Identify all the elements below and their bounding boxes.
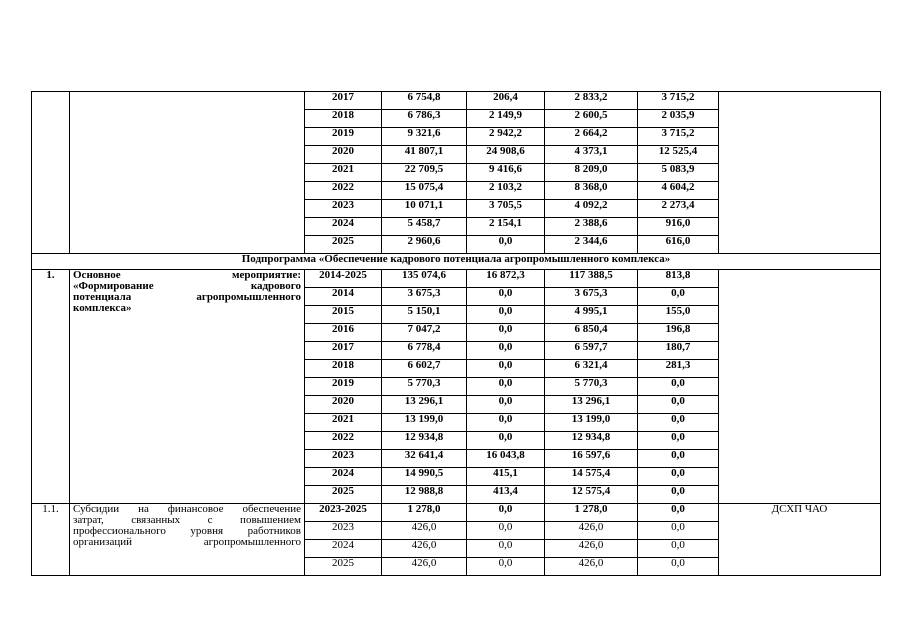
federal-cell: 0,0 xyxy=(467,378,545,396)
federal-cell: 9 416,6 xyxy=(467,164,545,182)
other-cell: 0,0 xyxy=(638,468,719,486)
other-cell: 0,0 xyxy=(638,432,719,450)
year-cell: 2020 xyxy=(305,146,382,164)
measure-name-cell xyxy=(70,92,305,254)
federal-cell: 0,0 xyxy=(467,432,545,450)
year-cell: 2019 xyxy=(305,128,382,146)
other-cell: 0,0 xyxy=(638,558,719,576)
total-cell: 5 150,1 xyxy=(382,306,467,324)
measure-number: 1.1. xyxy=(32,504,70,576)
total-cell: 426,0 xyxy=(382,558,467,576)
year-cell: 2019 xyxy=(305,378,382,396)
total-cell: 7 047,2 xyxy=(382,324,467,342)
other-cell: 5 083,9 xyxy=(638,164,719,182)
total-cell: 14 990,5 xyxy=(382,468,467,486)
federal-cell: 0,0 xyxy=(467,288,545,306)
measure-name-line: организаций агропромышленного xyxy=(73,536,301,548)
regional-cell: 12 575,4 xyxy=(545,486,638,504)
other-cell: 196,8 xyxy=(638,324,719,342)
other-cell: 0,0 xyxy=(638,378,719,396)
year-cell: 2023 xyxy=(305,200,382,218)
subprogram-row xyxy=(32,254,881,270)
other-cell: 155,0 xyxy=(638,306,719,324)
federal-cell: 413,4 xyxy=(467,486,545,504)
regional-cell: 2 344,6 xyxy=(545,236,638,254)
total-cell: 15 075,4 xyxy=(382,182,467,200)
measure-name-line: «Формирование кадрового xyxy=(73,280,301,292)
other-cell: 813,8 xyxy=(638,270,719,288)
total-cell: 9 321,6 xyxy=(382,128,467,146)
other-cell: 4 604,2 xyxy=(638,182,719,200)
other-cell: 180,7 xyxy=(638,342,719,360)
year-cell: 2017 xyxy=(305,92,382,110)
regional-cell: 13 296,1 xyxy=(545,396,638,414)
total-cell: 41 807,1 xyxy=(382,146,467,164)
regional-cell: 426,0 xyxy=(545,558,638,576)
regional-cell: 2 664,2 xyxy=(545,128,638,146)
federal-cell: 2 154,1 xyxy=(467,218,545,236)
year-cell: 2016 xyxy=(305,324,382,342)
measure-name-line: профессионального уровня работников xyxy=(73,525,301,537)
federal-cell: 0,0 xyxy=(467,236,545,254)
other-cell: 0,0 xyxy=(638,486,719,504)
total-cell: 426,0 xyxy=(382,522,467,540)
other-cell: 3 715,2 xyxy=(638,128,719,146)
regional-cell: 14 575,4 xyxy=(545,468,638,486)
federal-cell: 0,0 xyxy=(467,324,545,342)
federal-cell: 0,0 xyxy=(467,306,545,324)
year-cell: 2015 xyxy=(305,306,382,324)
year-cell: 2025 xyxy=(305,486,382,504)
regional-cell: 13 199,0 xyxy=(545,414,638,432)
measure-name-line: Основное мероприятие: xyxy=(73,269,301,281)
total-cell: 22 709,5 xyxy=(382,164,467,182)
year-cell: 2018 xyxy=(305,360,382,378)
table-row xyxy=(32,504,881,522)
total-cell: 12 934,8 xyxy=(382,432,467,450)
total-cell: 12 988,8 xyxy=(382,486,467,504)
federal-cell: 2 942,2 xyxy=(467,128,545,146)
measure-name-cell xyxy=(70,270,305,504)
budget-table xyxy=(31,91,881,576)
year-cell: 2025 xyxy=(305,558,382,576)
regional-cell: 4 092,2 xyxy=(545,200,638,218)
measure-name-line: затрат, связанных с повышением xyxy=(73,514,301,526)
other-cell: 2 273,4 xyxy=(638,200,719,218)
year-cell: 2024 xyxy=(305,540,382,558)
regional-cell: 6 597,7 xyxy=(545,342,638,360)
regional-cell: 5 770,3 xyxy=(545,378,638,396)
year-cell: 2025 xyxy=(305,236,382,254)
regional-cell: 4 373,1 xyxy=(545,146,638,164)
year-cell: 2023-2025 xyxy=(305,504,382,522)
regional-cell: 1 278,0 xyxy=(545,504,638,522)
regional-cell: 6 850,4 xyxy=(545,324,638,342)
other-cell: 0,0 xyxy=(638,414,719,432)
federal-cell: 206,4 xyxy=(467,92,545,110)
total-cell: 6 786,3 xyxy=(382,110,467,128)
total-cell: 2 960,6 xyxy=(382,236,467,254)
federal-cell: 0,0 xyxy=(467,342,545,360)
executor-cell xyxy=(719,92,881,254)
federal-cell: 2 103,2 xyxy=(467,182,545,200)
federal-cell: 0,0 xyxy=(467,504,545,522)
federal-cell: 0,0 xyxy=(467,558,545,576)
total-cell: 5 458,7 xyxy=(382,218,467,236)
executor-cell: ДСХП ЧАО xyxy=(719,504,881,576)
total-cell: 32 641,4 xyxy=(382,450,467,468)
regional-cell: 426,0 xyxy=(545,540,638,558)
regional-cell: 2 833,2 xyxy=(545,92,638,110)
federal-cell: 0,0 xyxy=(467,522,545,540)
federal-cell: 2 149,9 xyxy=(467,110,545,128)
year-cell: 2020 xyxy=(305,396,382,414)
other-cell: 0,0 xyxy=(638,396,719,414)
federal-cell: 0,0 xyxy=(467,414,545,432)
table-body xyxy=(32,92,881,576)
other-cell: 616,0 xyxy=(638,236,719,254)
other-cell: 0,0 xyxy=(638,522,719,540)
total-cell: 1 278,0 xyxy=(382,504,467,522)
federal-cell: 0,0 xyxy=(467,540,545,558)
measure-number: 1. xyxy=(32,270,70,504)
measure-name-line: потенциала агропромышленного xyxy=(73,291,301,303)
executor-cell xyxy=(719,270,881,504)
federal-cell: 16 872,3 xyxy=(467,270,545,288)
other-cell: 0,0 xyxy=(638,540,719,558)
federal-cell: 16 043,8 xyxy=(467,450,545,468)
year-cell: 2014-2025 xyxy=(305,270,382,288)
measure-name-line: комплекса» xyxy=(73,302,132,314)
regional-cell: 3 675,3 xyxy=(545,288,638,306)
year-cell: 2022 xyxy=(305,432,382,450)
measure-name-cell xyxy=(70,504,305,576)
regional-cell: 2 600,5 xyxy=(545,110,638,128)
regional-cell: 8 209,0 xyxy=(545,164,638,182)
other-cell: 0,0 xyxy=(638,450,719,468)
regional-cell: 4 995,1 xyxy=(545,306,638,324)
federal-cell: 415,1 xyxy=(467,468,545,486)
measure-number xyxy=(32,92,70,254)
year-cell: 2024 xyxy=(305,218,382,236)
other-cell: 3 715,2 xyxy=(638,92,719,110)
total-cell: 13 199,0 xyxy=(382,414,467,432)
other-cell: 916,0 xyxy=(638,218,719,236)
regional-cell: 426,0 xyxy=(545,522,638,540)
total-cell: 135 074,6 xyxy=(382,270,467,288)
subprogram-title: Подпрограмма «Обеспечение кадрового потенциала агропромышленного комплекса» xyxy=(32,254,881,270)
regional-cell: 12 934,8 xyxy=(545,432,638,450)
federal-cell: 0,0 xyxy=(467,360,545,378)
other-cell: 2 035,9 xyxy=(638,110,719,128)
other-cell: 12 525,4 xyxy=(638,146,719,164)
regional-cell: 117 388,5 xyxy=(545,270,638,288)
year-cell: 2018 xyxy=(305,110,382,128)
regional-cell: 2 388,6 xyxy=(545,218,638,236)
year-cell: 2024 xyxy=(305,468,382,486)
federal-cell: 24 908,6 xyxy=(467,146,545,164)
total-cell: 5 770,3 xyxy=(382,378,467,396)
other-cell: 0,0 xyxy=(638,288,719,306)
year-cell: 2023 xyxy=(305,450,382,468)
year-cell: 2023 xyxy=(305,522,382,540)
table-row xyxy=(32,92,881,110)
total-cell: 13 296,1 xyxy=(382,396,467,414)
federal-cell: 0,0 xyxy=(467,396,545,414)
measure-name-line: Субсидии на финансовое обеспечение xyxy=(73,503,301,515)
other-cell: 281,3 xyxy=(638,360,719,378)
year-cell: 2021 xyxy=(305,414,382,432)
year-cell: 2021 xyxy=(305,164,382,182)
regional-cell: 16 597,6 xyxy=(545,450,638,468)
other-cell: 0,0 xyxy=(638,504,719,522)
federal-cell: 3 705,5 xyxy=(467,200,545,218)
total-cell: 6 754,8 xyxy=(382,92,467,110)
total-cell: 6 602,7 xyxy=(382,360,467,378)
table-row xyxy=(32,270,881,288)
regional-cell: 8 368,0 xyxy=(545,182,638,200)
total-cell: 426,0 xyxy=(382,540,467,558)
total-cell: 3 675,3 xyxy=(382,288,467,306)
year-cell: 2017 xyxy=(305,342,382,360)
year-cell: 2014 xyxy=(305,288,382,306)
total-cell: 6 778,4 xyxy=(382,342,467,360)
regional-cell: 6 321,4 xyxy=(545,360,638,378)
year-cell: 2022 xyxy=(305,182,382,200)
total-cell: 10 071,1 xyxy=(382,200,467,218)
